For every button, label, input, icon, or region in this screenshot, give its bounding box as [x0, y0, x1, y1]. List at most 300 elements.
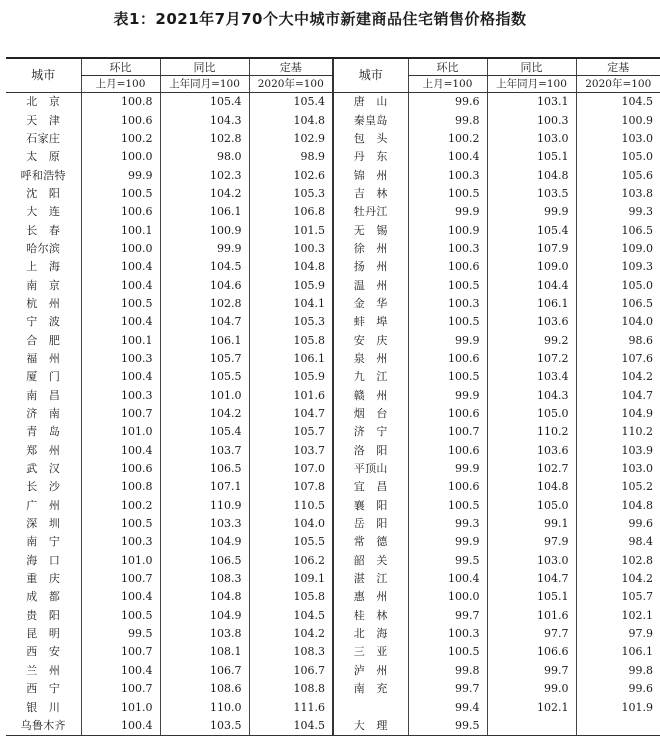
left-base-value: 100.3	[249, 240, 333, 258]
left-base-value: 104.5	[249, 607, 333, 625]
left-base-value: 102.9	[249, 130, 333, 148]
left-city-name: 杭 州	[26, 296, 61, 310]
left-base-value: 98.9	[249, 148, 333, 166]
table-row	[6, 717, 660, 736]
right-mom-value: 100.3	[408, 295, 487, 313]
right-base-value: 99.8	[576, 662, 660, 680]
left-base-value: 104.2	[249, 625, 333, 643]
left-city-name: 天 津	[26, 113, 61, 127]
left-base-value: 107.8	[249, 478, 333, 496]
left-city-name: 南 昌	[26, 388, 61, 402]
right-mom-value: 100.6	[408, 350, 487, 368]
right-city-name: 北 海	[333, 625, 408, 643]
left-base-value: 108.3	[249, 643, 333, 661]
right-city-name: 襄 阳	[333, 497, 408, 515]
left-city-name: 呼和浩特	[20, 168, 66, 182]
mom-subheader: 上月=100	[408, 76, 487, 93]
right-base-value: 104.8	[576, 497, 660, 515]
right-base-value: 103.8	[576, 185, 660, 203]
left-base-value: 103.7	[249, 442, 333, 460]
right-yoy-value: 103.5	[487, 185, 576, 203]
table-row	[6, 148, 660, 166]
left-mom-value: 100.0	[81, 148, 160, 166]
right-city-name: 岳 阳	[333, 515, 408, 533]
left-city-name: 福 州	[26, 351, 61, 365]
left-city-name: 武 汉	[26, 462, 61, 476]
left-mom-value: 100.6	[81, 111, 160, 129]
right-mom-value: 99.4	[408, 698, 487, 716]
right-city-name: 惠 州	[333, 588, 408, 606]
left-mom-value: 100.7	[81, 643, 160, 661]
right-yoy-value: 102.7	[487, 460, 576, 478]
left-city-name: 重 庆	[26, 572, 61, 586]
right-city-name: 唐 山	[333, 93, 408, 112]
left-base-value: 111.6	[249, 698, 333, 716]
table-row	[6, 680, 660, 698]
right-mom-value: 100.3	[408, 166, 487, 184]
left-city-name: 成 都	[26, 590, 61, 604]
right-city-name: 湛 江	[333, 570, 408, 588]
left-city-name: 厦 门	[26, 370, 61, 384]
header-row	[6, 58, 660, 76]
left-yoy-value: 104.5	[160, 258, 249, 276]
right-base-value: 110.2	[576, 423, 660, 441]
left-city-name: 昆 明	[26, 627, 61, 641]
left-mom-value: 100.7	[81, 570, 160, 588]
right-city-name: 济 宁	[333, 423, 408, 441]
left-yoy-value: 101.0	[160, 387, 249, 405]
right-yoy-value: 107.9	[487, 240, 576, 258]
right-yoy-value: 104.8	[487, 166, 576, 184]
right-yoy-value: 99.0	[487, 680, 576, 698]
left-yoy-value: 105.7	[160, 350, 249, 368]
right-city-name: 秦皇岛	[333, 111, 408, 129]
base-header: 定基	[576, 58, 660, 76]
left-mom-value: 101.0	[81, 423, 160, 441]
left-city-name: 合 肥	[26, 333, 61, 347]
left-mom-value: 101.0	[81, 552, 160, 570]
left-yoy-value: 105.4	[160, 93, 249, 112]
page-title: 表1：2021年7月70个大中城市新建商品住宅销售价格指数	[113, 10, 527, 28]
left-city-name: 银 川	[26, 700, 61, 714]
right-city-name: 无 锡	[333, 221, 408, 239]
table-row	[6, 662, 660, 680]
left-yoy-value: 98.0	[160, 148, 249, 166]
left-yoy-value: 110.9	[160, 497, 249, 515]
right-city-name: 温 州	[333, 276, 408, 294]
left-base-value: 105.3	[249, 185, 333, 203]
left-mom-value: 100.5	[81, 295, 160, 313]
right-base-value: 104.2	[576, 368, 660, 386]
right-mom-value: 99.9	[408, 460, 487, 478]
right-yoy-value: 100.3	[487, 111, 576, 129]
table-row	[6, 313, 660, 331]
right-base-value: 107.6	[576, 350, 660, 368]
right-city-name: 锦 州	[333, 166, 408, 184]
left-yoy-value: 110.0	[160, 698, 249, 716]
right-yoy-value: 106.1	[487, 295, 576, 313]
table-row	[6, 368, 660, 386]
left-city-name: 南 宁	[26, 535, 61, 549]
right-city-name: 桂 林	[333, 607, 408, 625]
left-yoy-value: 104.6	[160, 276, 249, 294]
left-mom-value: 100.5	[81, 515, 160, 533]
right-mom-value: 100.5	[408, 643, 487, 661]
left-city-name: 沈 阳	[26, 186, 61, 200]
left-city-name: 南 京	[26, 278, 61, 292]
right-yoy-value: 97.9	[487, 533, 576, 551]
right-city-name: 赣 州	[333, 387, 408, 405]
left-mom-value: 100.4	[81, 662, 160, 680]
table-row	[6, 203, 660, 221]
left-mom-value: 101.0	[81, 698, 160, 716]
left-base-value: 101.5	[249, 221, 333, 239]
right-mom-value: 99.8	[408, 662, 487, 680]
right-yoy-value: 103.0	[487, 552, 576, 570]
right-city-name: 包 头	[333, 130, 408, 148]
left-base-value: 106.8	[249, 203, 333, 221]
right-yoy-value: 97.7	[487, 625, 576, 643]
right-yoy-value: 99.2	[487, 331, 576, 349]
right-city-name: 泸 州	[333, 662, 408, 680]
left-mom-value: 100.4	[81, 717, 160, 736]
base-header: 定基	[249, 58, 333, 76]
right-city-name	[333, 698, 408, 716]
left-base-value: 104.8	[249, 111, 333, 129]
left-yoy-value: 106.5	[160, 460, 249, 478]
right-yoy-value: 105.4	[487, 221, 576, 239]
left-yoy-value: 104.7	[160, 313, 249, 331]
right-yoy-value: 106.6	[487, 643, 576, 661]
right-city-name: 金 华	[333, 295, 408, 313]
left-mom-value: 100.4	[81, 276, 160, 294]
base-subheader: 2020年=100	[576, 76, 660, 93]
left-yoy-value: 108.6	[160, 680, 249, 698]
left-base-value: 105.9	[249, 368, 333, 386]
right-mom-value: 100.5	[408, 497, 487, 515]
right-city-name: 大 理	[333, 717, 408, 736]
right-mom-value: 100.3	[408, 240, 487, 258]
left-mom-value: 100.3	[81, 533, 160, 551]
left-yoy-value: 108.1	[160, 643, 249, 661]
right-mom-value: 100.5	[408, 185, 487, 203]
right-yoy-value: 104.8	[487, 478, 576, 496]
left-city-name: 西 安	[26, 645, 61, 659]
yoy-subheader: 上年同月=100	[487, 76, 576, 93]
left-base-value: 107.0	[249, 460, 333, 478]
left-yoy-value: 106.1	[160, 203, 249, 221]
table-row	[6, 625, 660, 643]
left-mom-value: 100.4	[81, 588, 160, 606]
left-city-name: 乌鲁木齐	[6, 717, 81, 736]
right-yoy-value: 104.7	[487, 570, 576, 588]
right-mom-value: 99.7	[408, 607, 487, 625]
right-yoy-value: 102.1	[487, 698, 576, 716]
right-base-value: 105.6	[576, 166, 660, 184]
table-row	[6, 497, 660, 515]
right-mom-value: 100.6	[408, 478, 487, 496]
mom-subheader: 上月=100	[81, 76, 160, 93]
left-base-value: 104.7	[249, 405, 333, 423]
left-yoy-value: 107.1	[160, 478, 249, 496]
left-mom-value: 100.1	[81, 221, 160, 239]
right-base-value	[576, 717, 660, 736]
right-base-value: 99.3	[576, 203, 660, 221]
right-city-name: 洛 阳	[333, 442, 408, 460]
right-mom-value: 99.5	[408, 552, 487, 570]
table-row	[6, 166, 660, 184]
left-base-value: 105.8	[249, 331, 333, 349]
right-city-name: 安 庆	[333, 331, 408, 349]
left-mom-value: 100.8	[81, 478, 160, 496]
right-city-name: 吉 林	[333, 185, 408, 203]
left-city-name: 贵 阳	[26, 608, 61, 622]
left-city-name: 青 岛	[26, 425, 61, 439]
table-row	[6, 276, 660, 294]
left-base-value: 104.0	[249, 515, 333, 533]
right-city-name: 烟 台	[333, 405, 408, 423]
right-city-name: 扬 州	[333, 258, 408, 276]
right-mom-value: 100.5	[408, 276, 487, 294]
right-mom-value: 100.4	[408, 148, 487, 166]
right-mom-value: 99.3	[408, 515, 487, 533]
left-yoy-value: 99.9	[160, 240, 249, 258]
right-base-value: 106.1	[576, 643, 660, 661]
left-mom-value: 100.5	[81, 185, 160, 203]
left-base-value: 104.5	[249, 717, 333, 736]
right-base-value: 100.9	[576, 111, 660, 129]
left-city-name: 长 沙	[26, 480, 61, 494]
table-row	[6, 130, 660, 148]
table-row	[6, 423, 660, 441]
right-base-value: 103.0	[576, 130, 660, 148]
left-yoy-value: 104.9	[160, 533, 249, 551]
left-city-name: 兰 州	[26, 663, 61, 677]
mom-header: 环比	[81, 58, 160, 76]
right-base-value: 99.6	[576, 515, 660, 533]
left-yoy-value: 103.7	[160, 442, 249, 460]
left-base-value: 105.9	[249, 276, 333, 294]
left-city-name: 大 连	[26, 205, 61, 219]
left-mom-value: 100.6	[81, 460, 160, 478]
right-yoy-value: 105.1	[487, 588, 576, 606]
right-yoy-value: 101.6	[487, 607, 576, 625]
table-row	[6, 295, 660, 313]
right-yoy-value: 99.7	[487, 662, 576, 680]
left-base-value: 104.1	[249, 295, 333, 313]
left-yoy-value: 106.1	[160, 331, 249, 349]
left-city-name: 哈尔滨	[26, 241, 61, 255]
table-body	[6, 93, 660, 736]
right-mom-value: 100.6	[408, 258, 487, 276]
right-city-name: 牡丹江	[333, 203, 408, 221]
left-yoy-value: 106.5	[160, 552, 249, 570]
left-base-value: 109.1	[249, 570, 333, 588]
left-mom-value: 100.1	[81, 331, 160, 349]
right-city-name: 九 江	[333, 368, 408, 386]
right-mom-value: 100.4	[408, 570, 487, 588]
right-mom-value: 99.9	[408, 533, 487, 551]
left-yoy-value: 103.5	[160, 717, 249, 736]
right-mom-value: 99.7	[408, 680, 487, 698]
right-city-name: 泉 州	[333, 350, 408, 368]
left-yoy-value: 103.3	[160, 515, 249, 533]
city-header: 城市	[6, 58, 81, 93]
table-row	[6, 387, 660, 405]
left-mom-value: 99.9	[81, 166, 160, 184]
left-base-value: 106.2	[249, 552, 333, 570]
right-yoy-value	[487, 717, 576, 736]
left-yoy-value: 106.7	[160, 662, 249, 680]
left-city-name: 深 圳	[26, 517, 61, 531]
table-row	[6, 588, 660, 606]
right-city-name: 韶 关	[333, 552, 408, 570]
left-city-name: 海 口	[26, 553, 61, 567]
right-yoy-value: 109.0	[487, 258, 576, 276]
left-base-value: 105.7	[249, 423, 333, 441]
table-row	[6, 258, 660, 276]
left-mom-value: 100.4	[81, 313, 160, 331]
left-base-value: 106.1	[249, 350, 333, 368]
left-city-name: 郑 州	[26, 443, 61, 457]
right-mom-value: 99.6	[408, 93, 487, 112]
right-city-name: 宜 昌	[333, 478, 408, 496]
left-yoy-value: 104.8	[160, 588, 249, 606]
right-base-value: 105.0	[576, 148, 660, 166]
right-yoy-value: 104.3	[487, 387, 576, 405]
left-base-value: 101.6	[249, 387, 333, 405]
left-yoy-value: 104.2	[160, 405, 249, 423]
left-mom-value: 100.6	[81, 203, 160, 221]
yoy-header: 同比	[487, 58, 576, 76]
yoy-header: 同比	[160, 58, 249, 76]
left-base-value: 105.5	[249, 533, 333, 551]
right-base-value: 98.4	[576, 533, 660, 551]
right-mom-value: 100.6	[408, 442, 487, 460]
right-city-name: 平顶山	[333, 460, 408, 478]
right-yoy-value: 103.1	[487, 93, 576, 112]
right-yoy-value: 103.6	[487, 313, 576, 331]
right-yoy-value: 99.9	[487, 203, 576, 221]
base-subheader: 2020年=100	[249, 76, 333, 93]
right-base-value: 109.0	[576, 240, 660, 258]
left-base-value: 110.5	[249, 497, 333, 515]
right-mom-value: 100.3	[408, 625, 487, 643]
table-row	[6, 442, 660, 460]
right-base-value: 105.7	[576, 588, 660, 606]
right-city-name: 常 德	[333, 533, 408, 551]
left-mom-value: 100.4	[81, 442, 160, 460]
table-row	[6, 552, 660, 570]
left-yoy-value: 102.8	[160, 295, 249, 313]
right-base-value: 105.0	[576, 276, 660, 294]
left-city-name: 太 原	[26, 150, 61, 164]
right-base-value: 104.0	[576, 313, 660, 331]
table-row	[6, 111, 660, 129]
price-index-table	[6, 57, 660, 736]
yoy-subheader: 上年同月=100	[160, 76, 249, 93]
right-base-value: 106.5	[576, 295, 660, 313]
table-row	[6, 643, 660, 661]
left-base-value: 104.8	[249, 258, 333, 276]
right-base-value: 102.1	[576, 607, 660, 625]
right-mom-value: 100.9	[408, 221, 487, 239]
left-city-name: 广 州	[26, 498, 61, 512]
left-mom-value: 99.5	[81, 625, 160, 643]
table-row	[6, 515, 660, 533]
table-row	[6, 570, 660, 588]
left-yoy-value: 103.8	[160, 625, 249, 643]
left-yoy-value: 108.3	[160, 570, 249, 588]
table-row	[6, 185, 660, 203]
right-base-value: 98.6	[576, 331, 660, 349]
left-base-value: 105.4	[249, 93, 333, 112]
right-yoy-value: 107.2	[487, 350, 576, 368]
left-mom-value: 100.7	[81, 405, 160, 423]
right-base-value: 103.9	[576, 442, 660, 460]
right-base-value: 105.2	[576, 478, 660, 496]
right-mom-value: 100.6	[408, 405, 487, 423]
table-row	[6, 240, 660, 258]
right-mom-value: 99.9	[408, 387, 487, 405]
right-city-name: 徐 州	[333, 240, 408, 258]
right-yoy-value: 103.6	[487, 442, 576, 460]
left-city-name: 上 海	[26, 260, 61, 274]
table-row	[6, 698, 660, 716]
right-base-value: 104.2	[576, 570, 660, 588]
left-yoy-value: 104.9	[160, 607, 249, 625]
city-header: 城市	[333, 58, 408, 93]
right-mom-value: 100.2	[408, 130, 487, 148]
left-base-value: 105.3	[249, 313, 333, 331]
left-city-name: 长 春	[26, 223, 61, 237]
mom-header: 环比	[408, 58, 487, 76]
right-yoy-value: 104.4	[487, 276, 576, 294]
table-row	[6, 93, 660, 112]
right-base-value: 97.9	[576, 625, 660, 643]
right-city-name: 丹 东	[333, 148, 408, 166]
right-mom-value: 100.0	[408, 588, 487, 606]
right-base-value: 101.9	[576, 698, 660, 716]
right-base-value: 106.5	[576, 221, 660, 239]
right-yoy-value: 105.0	[487, 497, 576, 515]
left-yoy-value: 105.5	[160, 368, 249, 386]
left-mom-value: 100.3	[81, 387, 160, 405]
right-yoy-value: 110.2	[487, 423, 576, 441]
left-mom-value: 100.0	[81, 240, 160, 258]
right-base-value: 99.6	[576, 680, 660, 698]
right-mom-value: 99.9	[408, 331, 487, 349]
left-city-name: 宁 波	[26, 315, 61, 329]
right-city-name: 南 充	[333, 680, 408, 698]
left-mom-value: 100.3	[81, 350, 160, 368]
right-mom-value: 99.5	[408, 717, 487, 736]
right-yoy-value: 103.4	[487, 368, 576, 386]
right-yoy-value: 103.0	[487, 130, 576, 148]
left-mom-value: 100.8	[81, 93, 160, 112]
left-mom-value: 100.5	[81, 607, 160, 625]
right-base-value: 104.7	[576, 387, 660, 405]
right-base-value: 104.5	[576, 93, 660, 112]
right-city-name: 蚌 埠	[333, 313, 408, 331]
left-yoy-value: 102.3	[160, 166, 249, 184]
left-yoy-value: 100.9	[160, 221, 249, 239]
right-mom-value: 100.5	[408, 313, 487, 331]
left-mom-value: 100.2	[81, 130, 160, 148]
table-row	[6, 405, 660, 423]
left-mom-value: 100.4	[81, 258, 160, 276]
left-mom-value: 100.2	[81, 497, 160, 515]
